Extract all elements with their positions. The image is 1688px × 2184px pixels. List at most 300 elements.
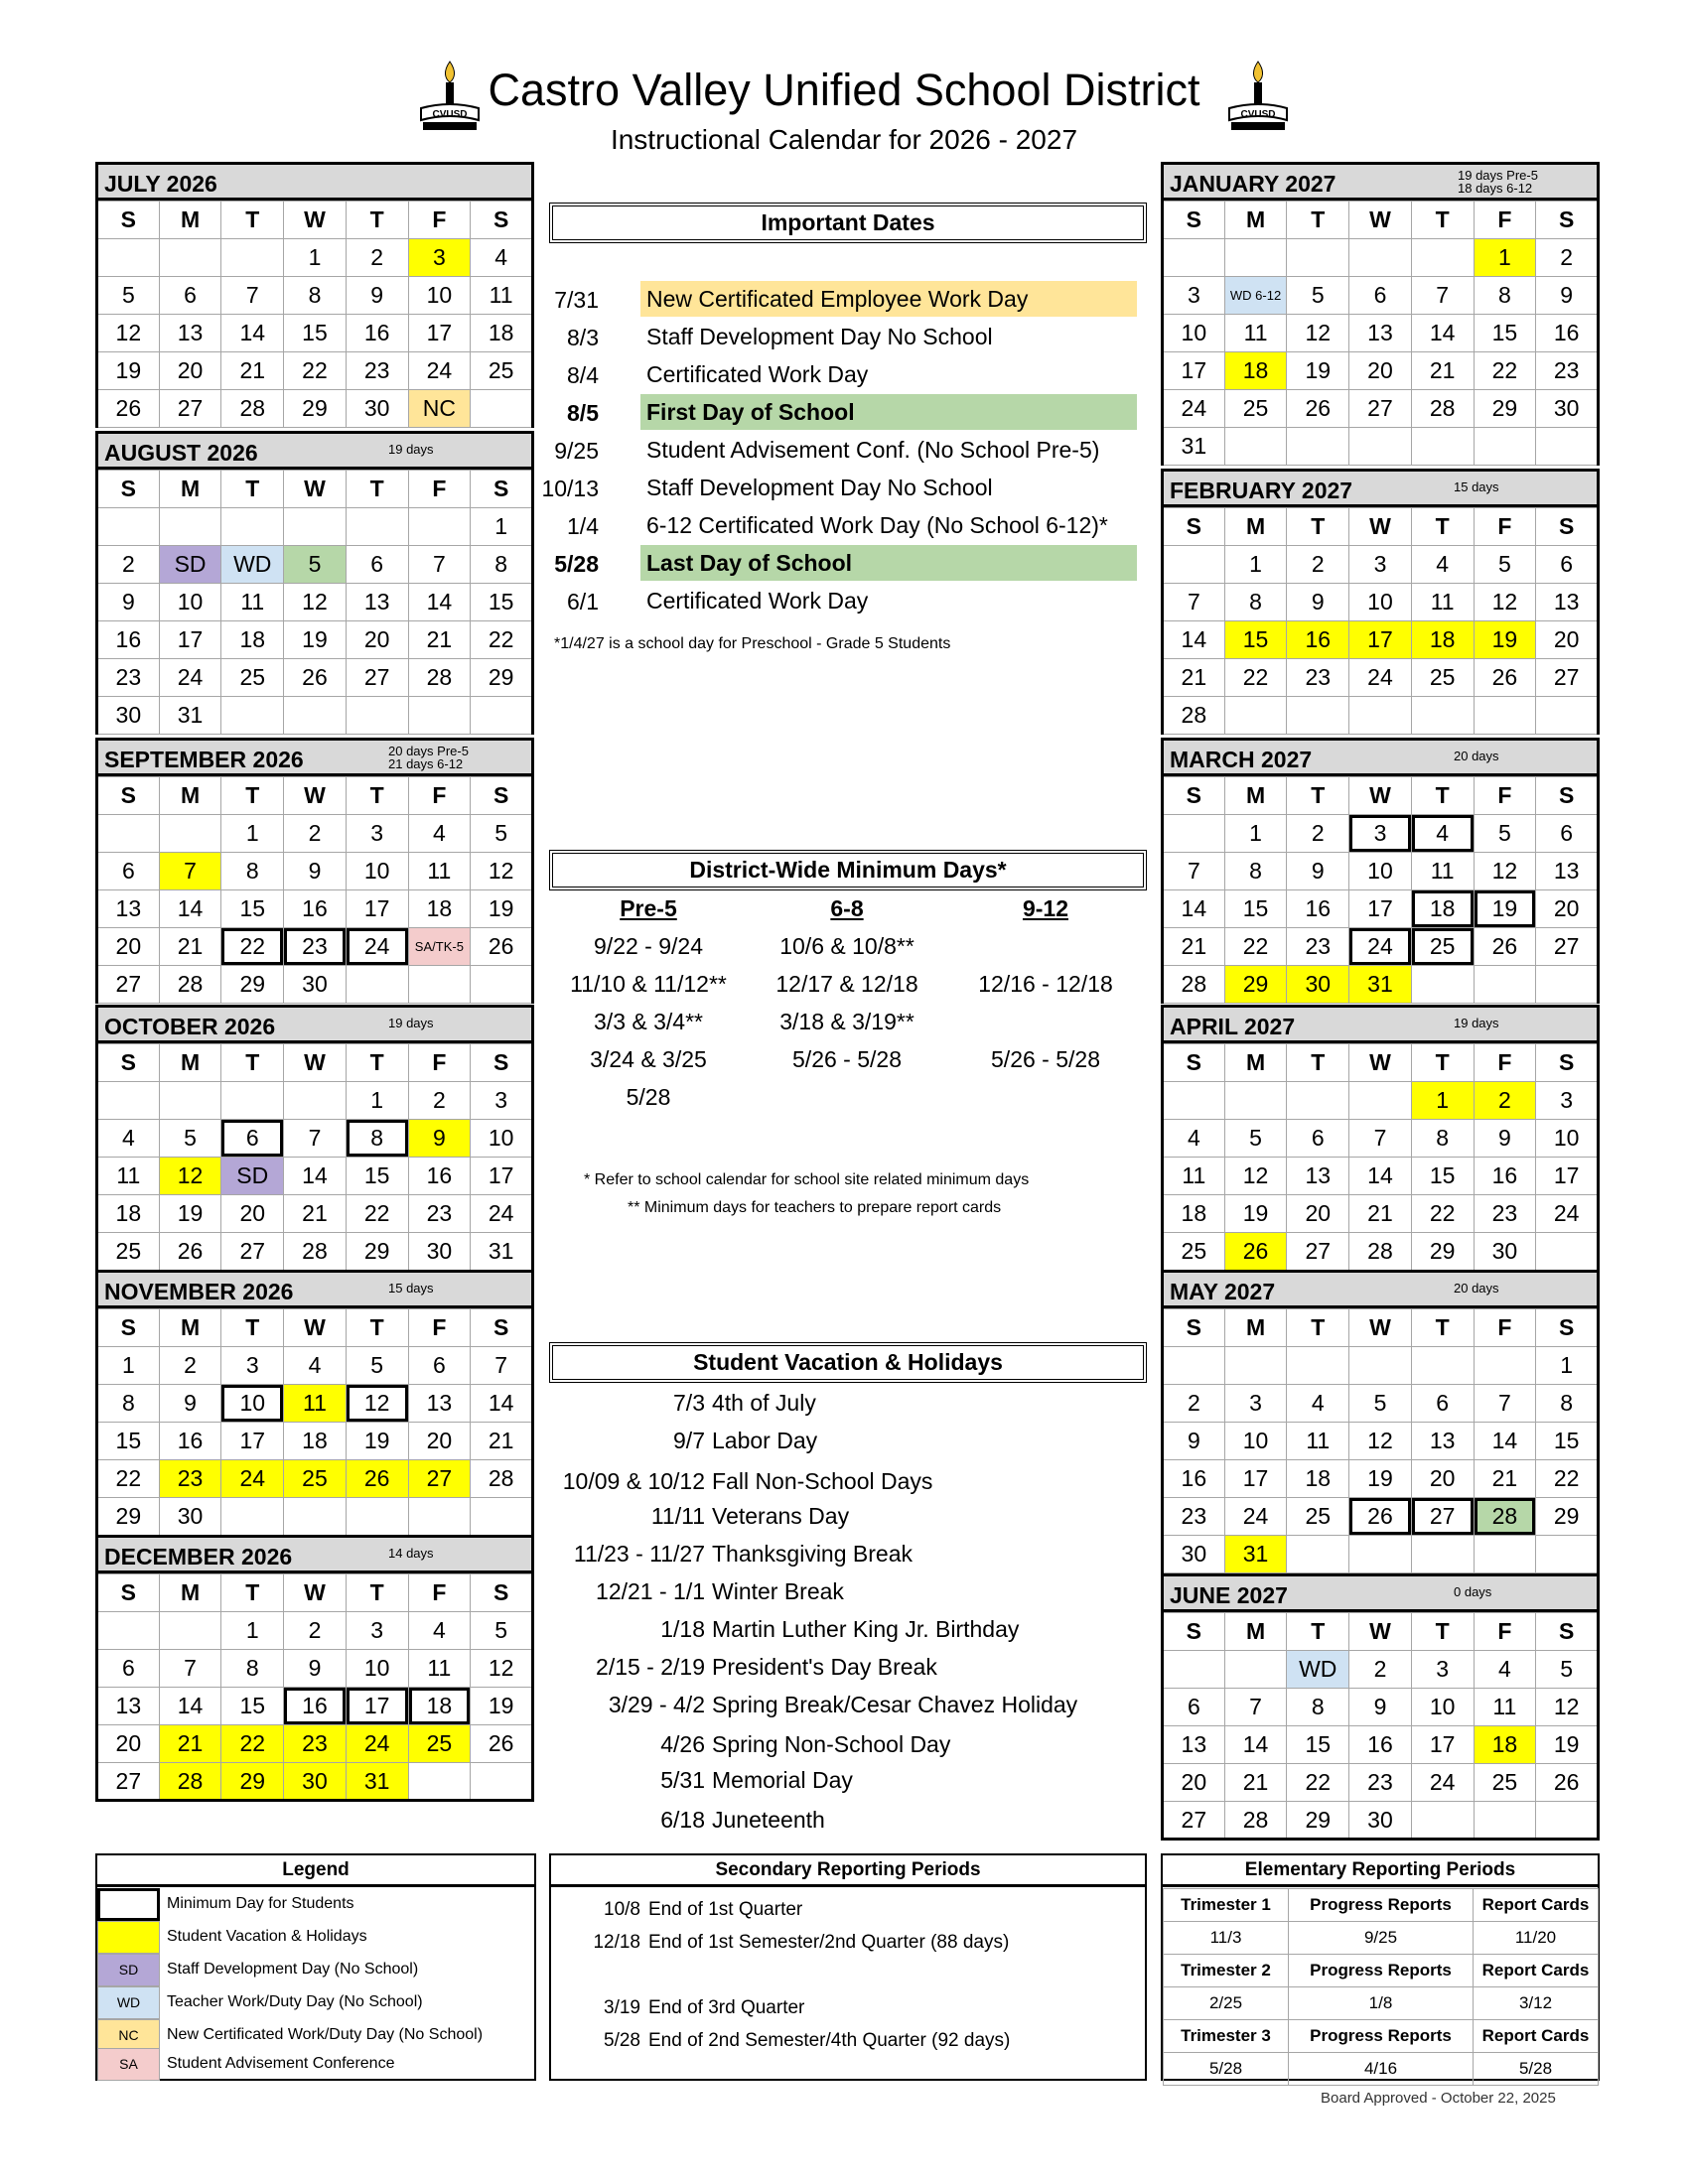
dow-cell: S xyxy=(97,471,160,508)
important-date-row xyxy=(551,394,1147,430)
vacation-row xyxy=(551,1763,1147,1799)
reporting-text: End of 1st Quarter xyxy=(648,1899,803,1920)
calendar-april-2027 xyxy=(1161,1005,1600,1271)
progress-date: 1/8 xyxy=(1289,1987,1474,2020)
day-cell: 2 xyxy=(1536,239,1599,277)
day-cell: 13 xyxy=(97,890,160,928)
day-cell: 5 xyxy=(471,1612,533,1650)
day-cell: 3 xyxy=(1349,546,1412,584)
day-cell: 7 xyxy=(1163,853,1225,890)
dow-cell: S xyxy=(97,1574,160,1612)
elementary-reporting-title: Elementary Reporting Periods xyxy=(1163,1855,1598,1887)
day-cell: 10 xyxy=(346,853,408,890)
dow-cell: T xyxy=(1411,508,1474,546)
event-date: 9/7 xyxy=(673,1428,705,1453)
event-text: Martin Luther King Jr. Birthday xyxy=(712,1616,1020,1642)
day-cell: 4 xyxy=(408,1612,471,1650)
day-cell: 17 xyxy=(1349,890,1412,928)
month-day-count: 20 days xyxy=(1454,1281,1499,1296)
day-cell: 13 xyxy=(408,1385,471,1423)
day-cell: 12 xyxy=(159,1158,221,1195)
day-cell: 3 xyxy=(1411,1651,1474,1689)
event-date: 9/25 xyxy=(554,438,599,464)
dow-cell: T xyxy=(221,471,284,508)
month-day-count: 15 days xyxy=(1454,479,1499,494)
day-cell: 24 xyxy=(1349,659,1412,697)
day-cell: 9 xyxy=(346,277,408,315)
day-cell: 3 xyxy=(1224,1385,1287,1423)
important-date-row xyxy=(551,356,1147,392)
dow-cell: W xyxy=(1349,202,1412,239)
dow-cell: T xyxy=(346,1574,408,1612)
day-cell-minimum: 26 xyxy=(1349,1498,1412,1536)
legend-text: Staff Development Day (No School) xyxy=(167,1961,419,1978)
month-name: APRIL 2027 xyxy=(1170,1014,1296,1039)
day-cell: 24 xyxy=(1224,1498,1287,1536)
dow-cell: T xyxy=(221,1309,284,1347)
day-cell: 19 xyxy=(284,621,347,659)
day-cell: 30 xyxy=(1287,966,1349,1004)
minimum-day-value: 3/24 & 3/25 xyxy=(590,1046,707,1072)
day-cell: 3 xyxy=(346,815,408,853)
day-cell: 25 xyxy=(97,1233,160,1271)
month-header xyxy=(1161,1573,1600,1612)
dow-cell: F xyxy=(1474,508,1536,546)
day-cell: 17 xyxy=(408,315,471,352)
day-cell: 26 xyxy=(1536,1764,1599,1802)
month-name: OCTOBER 2026 xyxy=(104,1014,276,1039)
day-cell: 20 xyxy=(1163,1764,1225,1802)
event-date: 12/21 - 1/1 xyxy=(596,1578,705,1604)
month-header xyxy=(1161,738,1600,776)
secondary-reporting-title: Secondary Reporting Periods xyxy=(551,1855,1145,1887)
month-name: MARCH 2027 xyxy=(1170,747,1313,772)
day-cell: 15 xyxy=(1224,890,1287,928)
day-cell: 6 xyxy=(1536,815,1599,853)
day-cell: 30 xyxy=(1163,1536,1225,1573)
day-cell: 1 xyxy=(1224,815,1287,853)
month-day-count: 19 days xyxy=(388,442,434,457)
reporting-text: End of 3rd Quarter xyxy=(648,1997,805,2018)
day-cell: 27 xyxy=(1349,390,1412,428)
minimum-days-note: * Refer to school calendar for school site related minimum days xyxy=(584,1171,1030,1188)
day-count-pre5: 20 days Pre-5 xyxy=(388,744,469,758)
day-cell: 3 xyxy=(1163,277,1225,315)
day-cell: 9 xyxy=(408,1120,471,1158)
dow-cell: S xyxy=(1163,202,1225,239)
day-cell: 21 xyxy=(1474,1460,1536,1498)
event-text: Juneteenth xyxy=(712,1807,825,1833)
day-cell: 3 xyxy=(408,239,471,277)
legend-text: Student Vacation & Holidays xyxy=(167,1928,367,1945)
dow-cell: S xyxy=(471,1574,533,1612)
day-cell: 6 xyxy=(97,1650,160,1688)
month-day-count: 19 days xyxy=(1454,1016,1499,1030)
minimum-day-value: 12/16 - 12/18 xyxy=(978,971,1113,997)
vacation-row xyxy=(551,1464,1147,1500)
event-text: Student Advisement Conf. (No School Pre-5) xyxy=(646,437,1100,463)
report-date: 11/20 xyxy=(1474,1922,1599,1955)
day-cell: 28 xyxy=(284,1233,347,1271)
dow-cell: T xyxy=(1287,1044,1349,1082)
day-cell: 12 xyxy=(1474,584,1536,621)
column-header: Pre-5 xyxy=(620,895,677,921)
day-cell: 26 xyxy=(1287,390,1349,428)
day-cell: 9 xyxy=(1287,853,1349,890)
day-cell: 6 xyxy=(346,546,408,584)
legend-swatch: SA xyxy=(97,2048,160,2081)
day-cell: 18 xyxy=(1287,1460,1349,1498)
day-cell: 11 xyxy=(221,584,284,621)
day-cell: 27 xyxy=(346,659,408,697)
day-cell: 28 xyxy=(1349,1233,1412,1271)
day-cell: 24 xyxy=(346,1725,408,1763)
important-date-row xyxy=(551,545,1147,581)
month-name: AUGUST 2026 xyxy=(104,440,258,466)
day-cell: 13 xyxy=(1349,315,1412,352)
day-cell-minimum: 8 xyxy=(346,1120,408,1158)
event-text: First Day of School xyxy=(640,394,1137,430)
event-text: Staff Development Day No School xyxy=(646,324,993,349)
day-cell: 30 xyxy=(1474,1233,1536,1271)
legend-swatch: NC xyxy=(97,2019,160,2052)
calendar-january-2027 xyxy=(1161,162,1600,466)
day-cell: 9 xyxy=(1287,584,1349,621)
trimester-date: 2/25 xyxy=(1164,1987,1289,2020)
day-cell: 30 xyxy=(1536,390,1599,428)
day-cell: 2 xyxy=(1287,546,1349,584)
dow-cell: T xyxy=(346,471,408,508)
event-text: President's Day Break xyxy=(712,1654,937,1680)
dow-cell: S xyxy=(1163,1613,1225,1651)
day-cell: 1 xyxy=(1474,239,1536,277)
day-cell: 8 xyxy=(1224,853,1287,890)
day-cell: 24 xyxy=(221,1460,284,1498)
event-text: Spring Break/Cesar Chavez Holiday xyxy=(712,1692,1078,1717)
day-cell: 20 xyxy=(1287,1195,1349,1233)
day-cell: 6 xyxy=(1411,1385,1474,1423)
day-cell-sd: SD xyxy=(159,546,221,584)
day-cell: 19 xyxy=(346,1423,408,1460)
day-cell: 13 xyxy=(1163,1726,1225,1764)
day-cell: 17 xyxy=(471,1158,533,1195)
day-cell: 25 xyxy=(471,352,533,390)
progress-label: Progress Reports xyxy=(1289,2020,1474,2053)
day-count-pre5: 19 days Pre-5 xyxy=(1458,168,1538,183)
page-title: Castro Valley Unified School District xyxy=(488,65,1200,115)
day-cell: 17 xyxy=(221,1423,284,1460)
legend-swatch: SD xyxy=(97,1954,160,1986)
day-cell: 13 xyxy=(1411,1423,1474,1460)
day-cell: 28 xyxy=(159,966,221,1004)
day-cell: 23 xyxy=(1474,1195,1536,1233)
event-text: New Certificated Employee Work Day xyxy=(640,281,1137,317)
day-cell: 2 xyxy=(284,815,347,853)
month-name: JANUARY 2027 xyxy=(1170,171,1336,197)
legend-item xyxy=(97,1921,534,1954)
day-count-6-12: 21 days 6-12 xyxy=(388,756,464,771)
vacation-row xyxy=(551,1386,1147,1422)
calendar-february-2027 xyxy=(1161,469,1600,735)
day-cell: 10 xyxy=(471,1120,533,1158)
dow-cell: W xyxy=(1349,777,1412,815)
dow-cell: T xyxy=(221,1574,284,1612)
day-cell: 16 xyxy=(159,1423,221,1460)
day-cell: 29 xyxy=(471,659,533,697)
day-cell: 23 xyxy=(408,1195,471,1233)
day-cell: 4 xyxy=(1163,1120,1225,1158)
day-cell: 9 xyxy=(284,1650,347,1688)
day-cell: 5 xyxy=(1474,815,1536,853)
day-cell: 20 xyxy=(1411,1460,1474,1498)
month-day-count xyxy=(1458,169,1538,195)
day-cell: 20 xyxy=(408,1423,471,1460)
day-cell: 7 xyxy=(159,853,221,890)
dow-cell: M xyxy=(1224,1613,1287,1651)
calendar-june-2027 xyxy=(1161,1573,1600,1841)
dow-cell: F xyxy=(408,1574,471,1612)
event-date: 5/28 xyxy=(554,551,599,577)
day-cell: 19 xyxy=(97,352,160,390)
day-cell: 11 xyxy=(1411,584,1474,621)
day-cell: 26 xyxy=(284,659,347,697)
day-cell: 17 xyxy=(1163,352,1225,390)
day-cell: 28 xyxy=(1224,1802,1287,1840)
column-header: 9-12 xyxy=(1022,895,1069,921)
day-cell: 21 xyxy=(284,1195,347,1233)
dow-cell: F xyxy=(1474,1613,1536,1651)
day-cell: 7 xyxy=(471,1347,533,1385)
day-cell: 18 xyxy=(97,1195,160,1233)
minimum-days-title: District-Wide Minimum Days* xyxy=(549,850,1147,890)
day-cell: 13 xyxy=(97,1688,160,1725)
month-name: MAY 2027 xyxy=(1170,1279,1276,1304)
dow-cell: T xyxy=(221,202,284,239)
day-cell: 6 xyxy=(97,853,160,890)
day-cell: 9 xyxy=(159,1385,221,1423)
day-cell: 19 xyxy=(1536,1726,1599,1764)
dow-cell: T xyxy=(1411,777,1474,815)
day-cell: 5 xyxy=(346,1347,408,1385)
day-cell: 8 xyxy=(221,1650,284,1688)
dow-cell: S xyxy=(471,202,533,239)
day-cell: 4 xyxy=(1287,1385,1349,1423)
dow-cell: T xyxy=(1411,202,1474,239)
day-cell: 28 xyxy=(1163,966,1225,1004)
day-cell: 16 xyxy=(408,1158,471,1195)
dow-cell: F xyxy=(1474,777,1536,815)
legend-text: Teacher Work/Duty Day (No School) xyxy=(167,1993,423,2010)
dow-cell: W xyxy=(284,1044,347,1082)
day-cell: 9 xyxy=(97,584,160,621)
vacation-holidays-title: Student Vacation & Holidays xyxy=(549,1342,1147,1383)
event-date: 10/09 & 10/12 xyxy=(562,1468,705,1494)
day-cell: 22 xyxy=(1536,1460,1599,1498)
dow-cell: W xyxy=(284,777,347,815)
day-cell: 29 xyxy=(284,390,347,428)
important-date-row xyxy=(551,281,1147,317)
day-cell: 5 xyxy=(1224,1120,1287,1158)
day-cell-minimum: 16 xyxy=(284,1688,347,1725)
day-cell: 18 xyxy=(1163,1195,1225,1233)
day-cell: 4 xyxy=(471,239,533,277)
dow-cell: T xyxy=(346,202,408,239)
day-cell: 24 xyxy=(159,659,221,697)
dow-cell: S xyxy=(471,471,533,508)
reporting-text: End of 2nd Semester/4th Quarter (92 days) xyxy=(648,2030,1011,2051)
day-cell-minimum: 17 xyxy=(346,1688,408,1725)
day-cell: 28 xyxy=(159,1763,221,1801)
page-header xyxy=(0,55,1688,164)
dow-cell: F xyxy=(1474,1044,1536,1082)
day-cell: 23 xyxy=(1536,352,1599,390)
important-dates-title: Important Dates xyxy=(549,203,1147,243)
dow-cell: M xyxy=(159,202,221,239)
minimum-day-value: 11/10 & 11/12** xyxy=(570,971,727,997)
vacation-row xyxy=(551,1424,1147,1459)
day-cell: 27 xyxy=(408,1460,471,1498)
event-date: 10/13 xyxy=(541,476,599,501)
day-cell: 1 xyxy=(1224,546,1287,584)
day-cell: 10 xyxy=(408,277,471,315)
day-cell: 12 xyxy=(471,853,533,890)
month-day-count: 20 days xyxy=(1454,749,1499,763)
report-label: Report Cards xyxy=(1474,1889,1599,1922)
day-cell: 1 xyxy=(97,1347,160,1385)
vacation-row xyxy=(551,1727,1147,1763)
event-text: Certificated Work Day xyxy=(646,361,869,387)
dow-cell: W xyxy=(1349,508,1412,546)
day-cell: 7 xyxy=(1349,1120,1412,1158)
day-cell: 29 xyxy=(1287,1802,1349,1840)
day-cell: 8 xyxy=(1474,277,1536,315)
day-cell: 21 xyxy=(408,621,471,659)
day-cell: 23 xyxy=(97,659,160,697)
day-cell: 21 xyxy=(221,352,284,390)
day-cell: 10 xyxy=(159,584,221,621)
vacation-row xyxy=(551,1803,1147,1839)
day-cell: 20 xyxy=(159,352,221,390)
dow-cell: S xyxy=(471,1044,533,1082)
event-date: 7/3 xyxy=(673,1390,705,1416)
day-cell-last-day: 28 xyxy=(1474,1498,1536,1536)
event-text: Thanksgiving Break xyxy=(712,1541,913,1567)
important-date-row xyxy=(541,470,1147,505)
month-name: NOVEMBER 2026 xyxy=(104,1279,294,1304)
day-cell: 14 xyxy=(284,1158,347,1195)
dow-cell: T xyxy=(1411,1044,1474,1082)
day-cell: 6 xyxy=(1536,546,1599,584)
day-cell: 9 xyxy=(284,853,347,890)
day-cell-sa: SA/TK-5 xyxy=(408,928,471,966)
day-cell: 23 xyxy=(1287,659,1349,697)
day-cell: 11 xyxy=(408,1650,471,1688)
day-cell: 4 xyxy=(284,1347,347,1385)
day-cell: 20 xyxy=(346,621,408,659)
day-cell: 31 xyxy=(1349,966,1412,1004)
event-text: Last Day of School xyxy=(640,545,1137,581)
day-cell: 17 xyxy=(1536,1158,1599,1195)
day-cell: 31 xyxy=(471,1233,533,1271)
day-cell: 6 xyxy=(159,277,221,315)
day-cell: 22 xyxy=(1287,1764,1349,1802)
event-date: 11/11 xyxy=(650,1503,705,1529)
legend-item xyxy=(97,1986,534,2019)
dow-cell: S xyxy=(1163,777,1225,815)
day-cell: 19 xyxy=(1349,1460,1412,1498)
day-cell: 22 xyxy=(1411,1195,1474,1233)
day-cell: 8 xyxy=(1224,584,1287,621)
dow-cell: T xyxy=(1411,1613,1474,1651)
day-cell: 1 xyxy=(471,508,533,546)
dow-cell: M xyxy=(1224,777,1287,815)
day-cell: 14 xyxy=(1411,315,1474,352)
trimester-label: Trimester 2 xyxy=(1164,1955,1289,1987)
elementary-reporting-table xyxy=(1163,1888,1599,2086)
dow-cell: S xyxy=(1163,508,1225,546)
legend-item xyxy=(97,2048,534,2081)
day-cell: 28 xyxy=(471,1460,533,1498)
day-cell: 16 xyxy=(1163,1460,1225,1498)
day-cell: 24 xyxy=(1163,390,1225,428)
day-cell: 2 xyxy=(1349,1651,1412,1689)
day-cell: 6 xyxy=(408,1347,471,1385)
day-cell: 6 xyxy=(1349,277,1412,315)
day-cell: 15 xyxy=(1411,1158,1474,1195)
day-cell-wd: WD xyxy=(221,546,284,584)
day-cell: 18 xyxy=(408,890,471,928)
day-cell: 25 xyxy=(1287,1498,1349,1536)
report-date: 5/28 xyxy=(1474,2053,1599,2086)
day-cell: 15 xyxy=(471,584,533,621)
day-cell: 30 xyxy=(346,390,408,428)
day-cell: 12 xyxy=(1536,1689,1599,1726)
dow-cell: S xyxy=(97,1044,160,1082)
important-date-row xyxy=(551,319,1147,354)
legend-text: Minimum Day for Students xyxy=(167,1895,354,1912)
day-cell-minimum: 10 xyxy=(221,1385,284,1423)
event-date: 2/15 - 2/19 xyxy=(596,1654,705,1680)
day-cell: 23 xyxy=(1287,928,1349,966)
day-cell: 17 xyxy=(1224,1460,1287,1498)
event-date: 8/3 xyxy=(567,325,599,350)
day-cell: 13 xyxy=(159,315,221,352)
day-cell: 21 xyxy=(1349,1195,1412,1233)
dow-cell: M xyxy=(1224,508,1287,546)
day-cell: 25 xyxy=(221,659,284,697)
day-cell: 22 xyxy=(1224,928,1287,966)
day-cell: 2 xyxy=(284,1612,347,1650)
day-cell: 25 xyxy=(1224,390,1287,428)
dow-cell: T xyxy=(1287,777,1349,815)
minimum-day-value xyxy=(951,933,1140,971)
day-cell: 11 xyxy=(284,1385,347,1423)
day-cell: 5 xyxy=(159,1120,221,1158)
day-cell-minimum: 3 xyxy=(1349,815,1412,853)
vacation-row xyxy=(551,1612,1147,1648)
day-cell: 15 xyxy=(97,1423,160,1460)
day-cell: 18 xyxy=(284,1423,347,1460)
legend-text: New Certificated Work/Duty Day (No School) xyxy=(167,2026,484,2043)
event-date: 6/1 xyxy=(567,589,599,614)
minimum-day-value: 9/22 - 9/24 xyxy=(594,933,703,959)
event-date: 6/18 xyxy=(660,1807,705,1833)
day-cell: 29 xyxy=(1536,1498,1599,1536)
day-cell: 8 xyxy=(1411,1120,1474,1158)
day-cell: 2 xyxy=(159,1347,221,1385)
dow-cell: M xyxy=(159,1309,221,1347)
day-cell: 17 xyxy=(159,621,221,659)
